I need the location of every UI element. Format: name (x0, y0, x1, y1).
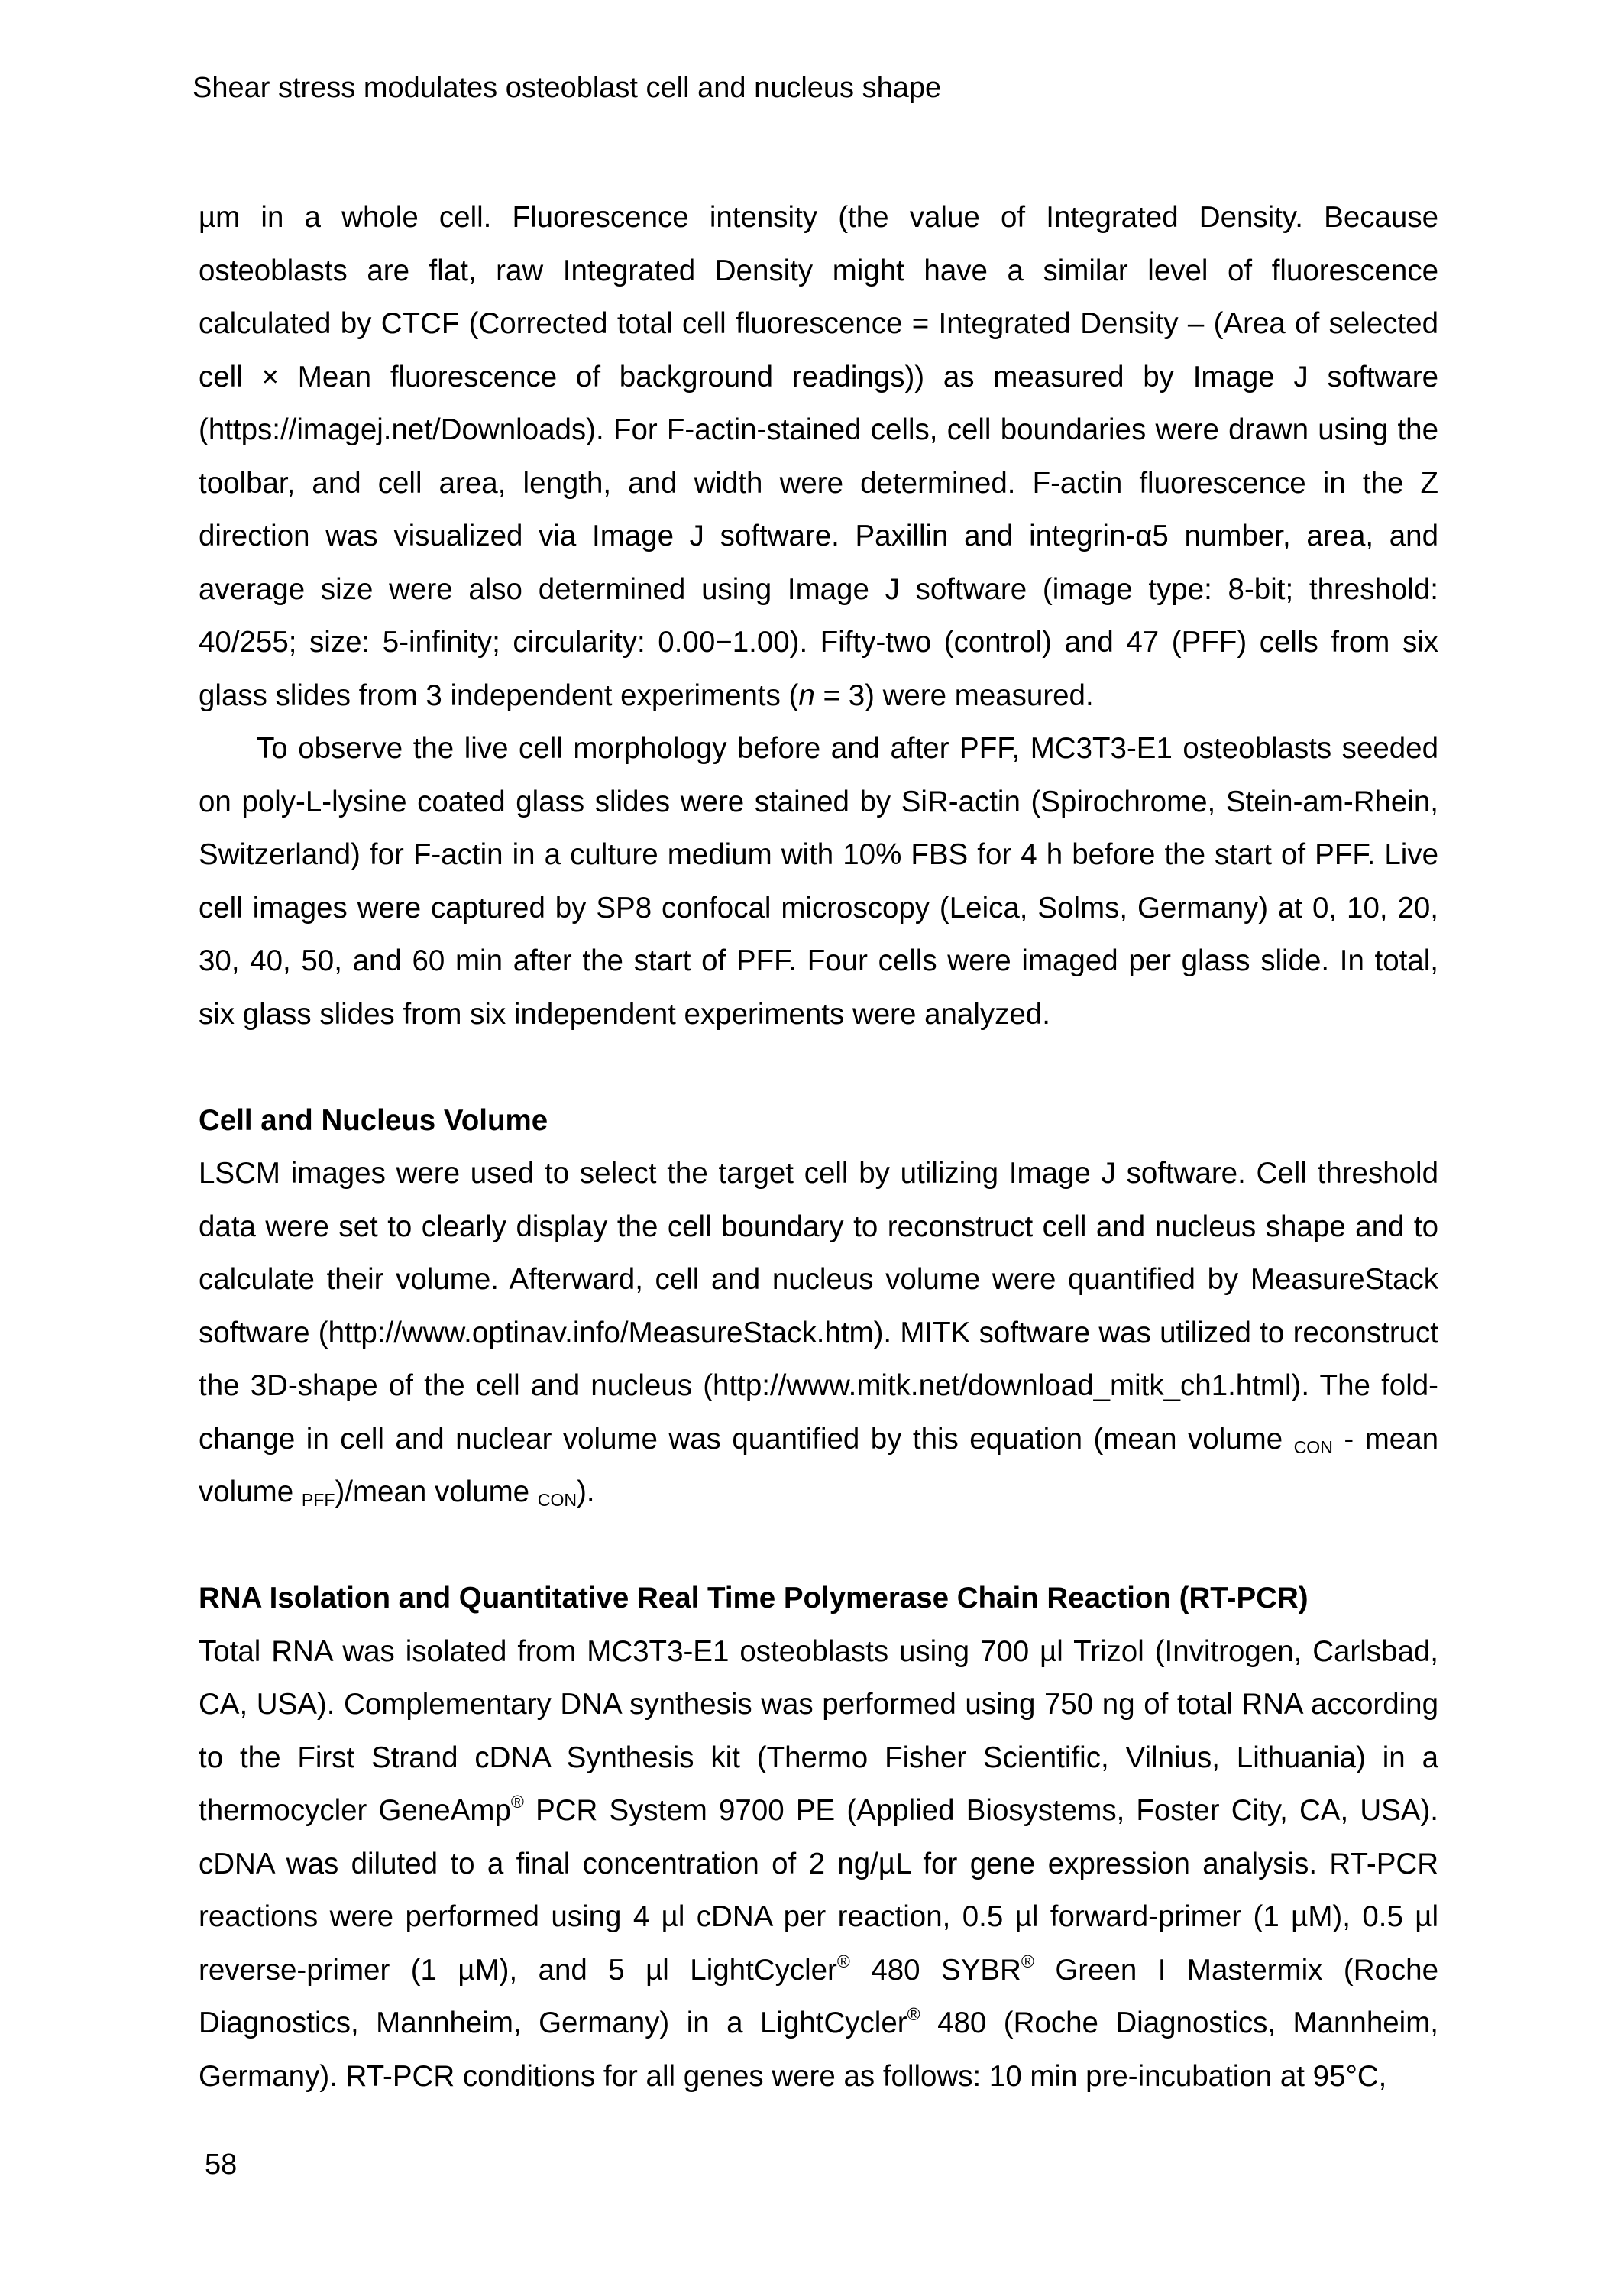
paragraph-rna-isolation (199, 1625, 1438, 2104)
paragraph-text: Total RNA was isolated from MC3T3-E1 osteoblasts using 700 µl Trizol (Invitrogen, Carlsbad, CA, USA). Complementary DNA synthesis was performed using 750 ng of total RNA according to the First Strand cDNA Synthesis kit (Thermo Fisher Scientific, Vilnius, Lithuania) in a thermocycler GeneAmp (199, 1634, 1438, 1827)
subscript-pff: PFF (301, 1489, 335, 1510)
paragraph-live-cell: To observe the live cell morphology before and after PFF, MC3T3-E1 osteoblasts seeded on poly-L-lysine coated glass slides were stained by SiR-actin (Spirochrome, Stein-am-Rhein, Switzerland) for F-actin in a culture medium with 10% FBS for 4 h before the start of PFF. Live cell images were captured by SP8 confocal microscopy (Leica, Solms, Germany) at 0, 10, 20, 30, 40, 50, and 60 min after the start of PFF. Four cells were imaged per glass slide. In total, six glass slides from six independent experiments were analyzed. (199, 732, 1438, 1031)
registered-mark: ® (907, 2003, 920, 2024)
paragraph-text: LSCM images were used to select the target cell by utilizing Image J software. Cell threshold data were set to clearly display the cell boundary to reconstruct cell and nucleus shape and to calculate their volume. Afterward, cell and nucleus volume were quantified by MeasureStack software (http://www.optinav.info/MeasureStack.htm). MITK software was utilized to reconstruct the 3D-shape of the cell and nucleus (http://www.mitk.net/download_mitk_ch1.html). The fold-change in cell and nuclear volume was quantified by this equation (mean volume (199, 1157, 1438, 1456)
subscript-con: CON (1293, 1436, 1333, 1457)
registered-mark: ® (836, 1951, 850, 1971)
registered-mark: ® (1021, 1951, 1034, 1971)
paragraph-cell-volume (199, 1147, 1438, 1519)
subscript-con: CON (537, 1489, 577, 1510)
body-text (199, 191, 1438, 2103)
paragraph-text: PCR System 9700 PE (Applied Biosystems, Foster City, CA, USA). cDNA was diluted to a final concentration of 2 ng/µL for gene expression analysis. RT-PCR reactions were performed using 4 µl cDNA per reaction, 0.5 µl forward-primer (1 µM), 0.5 µl reverse-primer (1 µM), and 5 µl LightCycler (199, 1794, 1439, 1987)
paragraph-text: 480 SYBR (849, 1953, 1021, 1987)
paragraph-text: - mean volume (199, 1422, 1439, 1508)
paragraph-text: = 3) were measured. (814, 679, 1094, 712)
page-number: 58 (205, 2149, 238, 2181)
paragraph-text: 480 (Roche Diagnostics, Mannheim, Germany). RT-PCR conditions for all genes were as follows: 10 min pre-incubation at 95°C, (199, 2006, 1438, 2093)
running-header: Shear stress modulates osteoblast cell and nucleus shape (192, 72, 942, 104)
paragraph-text: )/mean volume (335, 1475, 538, 1508)
paragraph-text: Green I Mastermix (Roche Diagnostics, Mannheim, Germany) in a LightCycler (199, 1953, 1438, 2039)
paragraph-image-analysis (199, 191, 1438, 722)
section-heading-rna-isolation: RNA Isolation and Quantitative Real Time Polymerase Chain Reaction (RT-PCR) (199, 1582, 1309, 1614)
section-heading-cell-volume: Cell and Nucleus Volume (199, 1103, 548, 1137)
paragraph-text: ). (577, 1475, 595, 1508)
paragraph-text: µm in a whole cell. Fluorescence intensity (the value of Integrated Density. Because osteoblasts are flat, raw Integrated Density might have a similar level of fluorescence calculated by CTCF (Corrected total cell fluorescence = Integrated Density – (Area of selected cell × Mean fluorescence of background readings)) as measured by Image J software (https://imagej.net/Downloads). For F-actin-stained cells, cell boundaries were drawn using the toolbar, and cell area, length, and width were determined. F-actin fluorescence in the Z direction was visualized via Image J software. Paxillin and integrin-α5 number, area, and average size were also determined using Image J software (image type: 8-bit; threshold: 40/255; size: 5-infinity; circularity: 0.00−1.00). Fifty-two (control) and 47 (PFF) cells from six glass slides from 3 independent experiments ( (199, 201, 1438, 712)
registered-mark: ® (510, 1791, 524, 1812)
italic-n: n (798, 679, 815, 712)
